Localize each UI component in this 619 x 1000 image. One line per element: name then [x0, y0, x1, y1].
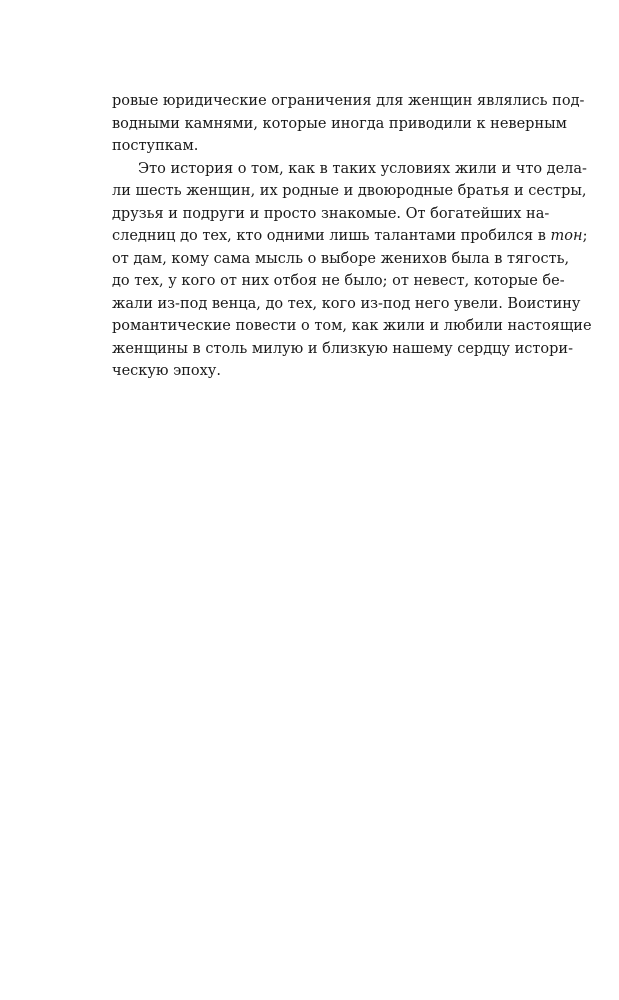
text-line: водными камнями, которые иногда приводили к неверным: [112, 115, 567, 132]
text-line: ческую эпоху.: [112, 363, 221, 379]
text-line: от дам, кому сама мысль о выборе женихов была в тягость,: [112, 250, 570, 267]
body-text: [112, 90, 592, 383]
paragraph: [112, 158, 592, 383]
text-line-end: ;: [582, 228, 588, 244]
paragraph: [112, 90, 585, 158]
text-line: романтические повести о том, как жили и любили настоящие: [112, 318, 592, 334]
text-line: женщины в столь милую и близкую нашему сердцу истори-: [112, 340, 573, 357]
text-line: ровые юридические ограничения для женщин являлись под-: [112, 93, 585, 109]
text-line: до тех, у кого от них отбоя не было; от невест, которые бе-: [112, 273, 565, 289]
italic-word: тон: [550, 228, 583, 244]
text-line: поступкам.: [112, 138, 199, 154]
text-line: друзья и подруги и просто знакомые. От богатейших на-: [112, 205, 550, 222]
text-line: [112, 225, 588, 248]
text-line-start: следниц до тех, кто одними лишь талантами пробился в: [112, 228, 551, 244]
text-line: Это история о том, как в таких условиях жили и что дела-: [138, 160, 587, 177]
text-line: жали из-под венца, до тех, кого из-под него увели. Воистину: [112, 295, 581, 312]
text-line: ли шесть женщин, их родные и двоюродные братья и сестры,: [112, 183, 587, 199]
